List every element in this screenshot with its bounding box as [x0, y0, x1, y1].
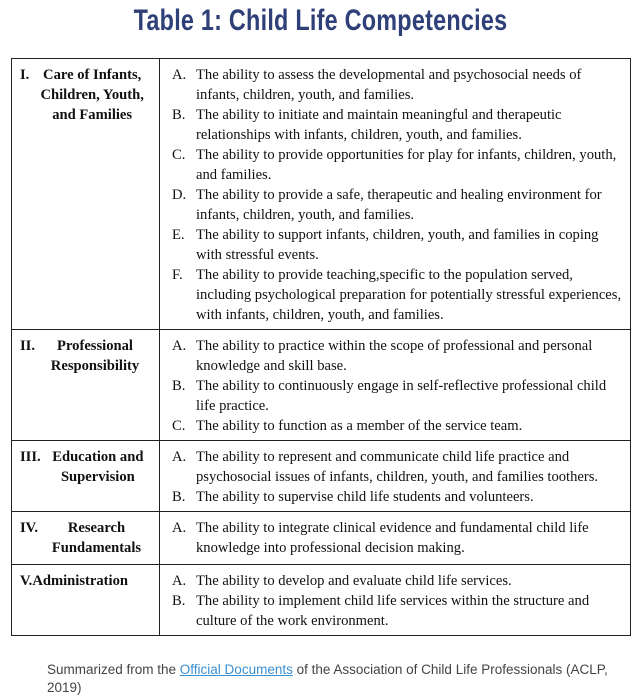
list-item — [172, 376, 624, 416]
item-text: The ability to assess the developmental and psychosocial needs of infants, children, youth, and families. — [196, 67, 582, 103]
competency-list — [160, 59, 631, 330]
table-row — [12, 441, 631, 512]
category-cell — [12, 330, 160, 441]
item-letter: D. — [172, 187, 187, 203]
list-item — [172, 145, 624, 185]
list-item — [172, 518, 624, 558]
item-text: The ability to represent and communicate child life practice and psychosocial issues of infants, children, youth, and families toothers. — [196, 449, 599, 485]
item-text: The ability to support infants, children, youth, and families in coping with stressful events. — [196, 227, 599, 263]
list-item — [172, 105, 624, 145]
list-item — [172, 265, 624, 325]
official-documents-link[interactable]: Official Documents — [179, 662, 293, 677]
item-text: The ability to function as a member of the service team. — [196, 418, 523, 434]
list-item — [172, 591, 624, 631]
category-number: V. — [20, 573, 33, 589]
caption-text-after: of the Association of Child Life Professionals (ACLP, 2019) — [47, 662, 608, 695]
category-name: Research Fundamentals — [51, 520, 142, 556]
item-letter: A. — [172, 449, 187, 465]
category-name: Administration — [32, 573, 128, 589]
list-item — [172, 336, 624, 376]
table-row — [12, 59, 631, 330]
page-title: Table 1: Child Life Competencies — [133, 4, 508, 37]
list-item — [172, 185, 624, 225]
item-text: The ability to supervise child life students and volunteers. — [196, 489, 534, 505]
item-letter: A. — [172, 338, 187, 354]
item-letter: E. — [172, 227, 185, 243]
source-caption — [47, 661, 617, 697]
item-letter: B. — [172, 107, 186, 123]
list-item — [172, 416, 624, 436]
item-letter: A. — [172, 573, 187, 589]
item-text: The ability to practice within the scope of professional and personal knowledge and skill base. — [196, 338, 593, 374]
caption-text-before: Summarized from the — [47, 662, 180, 677]
table-row — [12, 330, 631, 441]
category-cell — [12, 565, 160, 636]
list-item — [172, 225, 624, 265]
table-row — [12, 512, 631, 565]
list-item — [172, 65, 624, 105]
competency-list — [160, 330, 631, 441]
category-number: IV. — [20, 520, 38, 536]
competency-list — [160, 512, 631, 565]
category-cell — [12, 441, 160, 512]
category-number: III. — [20, 449, 41, 465]
item-letter: A. — [172, 67, 187, 83]
competency-list — [160, 441, 631, 512]
category-name: Care of Infants, Children, Youth, and Families — [40, 67, 144, 123]
item-letter: B. — [172, 378, 186, 394]
item-text: The ability to implement child life services within the structure and culture of the work environment. — [196, 593, 590, 629]
item-text: The ability to initiate and maintain meaningful and therapeutic relationships with infants, children, youth, and families. — [196, 107, 562, 143]
list-item — [172, 571, 624, 591]
item-text: The ability to integrate clinical evidence and fundamental child life knowledge into professional decision making. — [196, 520, 589, 556]
table-row — [12, 565, 631, 636]
item-text: The ability to provide opportunities for play for infants, children, youth, and families. — [196, 147, 617, 183]
item-text: The ability to provide teaching,specific to the population served, including psychological preparation for potentially stressful experiences, with infants, children, youth, and families. — [196, 267, 622, 323]
category-name: Professional Responsibility — [50, 338, 140, 374]
item-text: The ability to provide a safe, therapeutic and healing environment for infants, children, youth, and families. — [196, 187, 602, 223]
item-text: The ability to develop and evaluate child life services. — [196, 573, 512, 589]
category-number: II. — [20, 338, 36, 354]
category-name: Education and Supervision — [52, 449, 144, 485]
item-letter: B. — [172, 489, 186, 505]
list-item — [172, 487, 624, 507]
competencies-table — [11, 58, 631, 636]
category-number: I. — [20, 67, 30, 83]
item-text: The ability to continuously engage in self-reflective professional child life practice. — [196, 378, 607, 414]
category-cell — [12, 512, 160, 565]
category-cell — [12, 59, 160, 330]
item-letter: C. — [172, 418, 186, 434]
competency-list — [160, 565, 631, 636]
item-letter: F. — [172, 267, 183, 283]
item-letter: B. — [172, 593, 186, 609]
item-letter: A. — [172, 520, 187, 536]
list-item — [172, 447, 624, 487]
item-letter: C. — [172, 147, 186, 163]
